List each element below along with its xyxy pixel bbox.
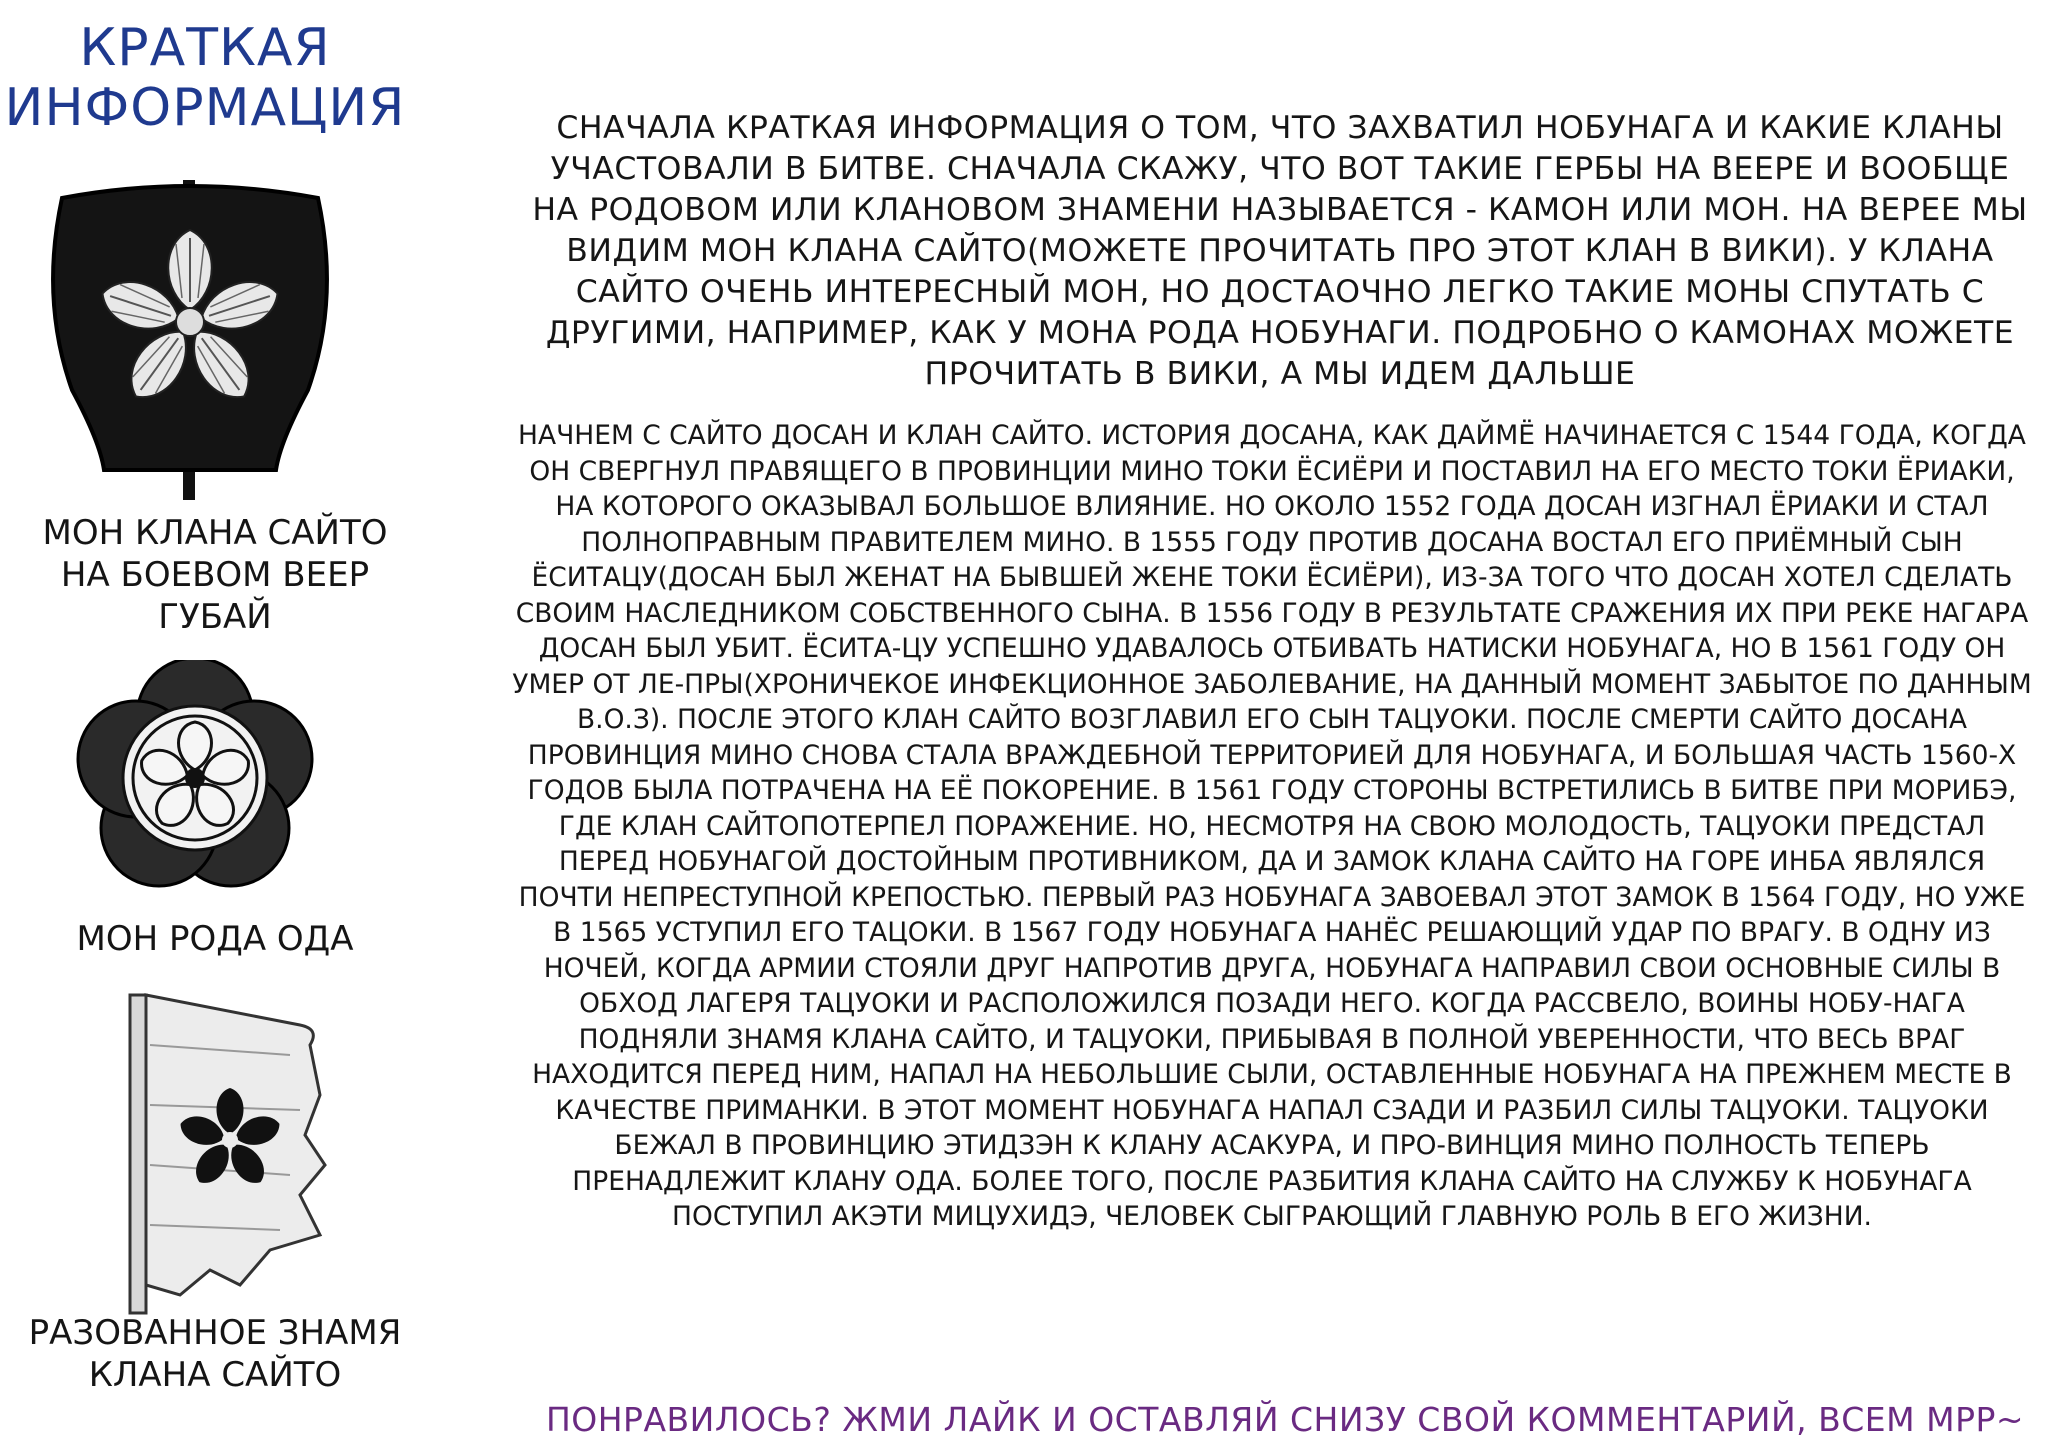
- caption-line: ГУБАЙ: [158, 597, 272, 637]
- caption-line: МОН РОДА ОДА: [76, 919, 354, 959]
- title-line-2: ИНФОРМАЦИЯ: [4, 78, 406, 138]
- footer-call-to-action: ПОНРАВИЛОСЬ? ЖМИ ЛАЙК И ОСТАВЛЯЙ СНИЗУ СВОЙ КОММЕНТАРИЙ, ВСЕМ МРР~: [545, 1400, 2025, 1439]
- history-paragraph: НАЧНЕМ С САЙТО ДОСАН И КЛАН САЙТО. ИСТОРИЯ ДОСАНА, КАК ДАЙМЁ НАЧИНАЕТСЯ С 1544 ГОДА, КОГДА ОН СВЕРГНУЛ ПРАВЯЩЕГО В ПРОВИНЦИИ МИНО ТОКИ ЁСИЁРИ И ПОСТАВИЛ НА ЕГО МЕСТО ТОКИ ЁРИАКИ, НА КОТОРОГО ОКАЗЫВАЛ БОЛЬШОЕ ВЛИЯНИЕ. НО ОКОЛО 1552 ГОДА ДОСАН ИЗГНАЛ ЁРИАКИ И СТАЛ ПОЛНОПРАВНЫМ ПРАВИТЕЛЕМ МИНО. В 1555 ГОДУ ПРОТИВ ДОСАНА ВОСТАЛ ЕГО ПРИЁМНЫЙ СЫН ЁСИТАЦУ(ДОСАН БЫЛ ЖЕНАТ НА БЫВШЕЙ ЖЕНЕ ТОКИ ЁСИЁРИ), ИЗ-ЗА ТОГО ЧТО ДОСАН ХОТЕЛ СДЕЛАТЬ СВОИМ НАСЛЕДНИКОМ СОБСТВЕННОГО СЫНА. В 1556 ГОДУ В РЕЗУЛЬТАТЕ СРАЖЕНИЯ ИХ ПРИ РЕКЕ НАГАРА ДОСАН БЫЛ УБИТ. ЁСИТА-ЦУ УСПЕШНО УДАВАЛОСЬ ОТБИВАТЬ НАТИСКИ НОБУНАГА, НО В 1561 ГОДУ ОН УМЕР ОТ ЛЕ-ПРЫ(ХРОНИЧЕКОЕ ИНФЕКЦИОННОЕ ЗАБОЛЕВАНИЕ, НА ДАННЫЙ МОМЕНТ ЗАБЫТОЕ ПО ДАННЫМ В.О.З). ПОСЛЕ ЭТОГО КЛАН САЙТО ВОЗГЛАВИЛ ЕГО СЫН ТАЦУОКИ. ПОСЛЕ СМЕРТИ САЙТО ДОСАНА ПРОВИНЦИЯ МИНО СНОВА СТАЛА ВРАЖДЕБНОЙ ТЕРРИТОРИЕЙ ДЛЯ НОБУНАГА, И БОЛЬШАЯ ЧАСТЬ 1560-Х ГОДОВ БЫЛА ПОТРАЧЕНА НА ЕЁ ПОКОРЕНИЕ. В 1561 ГОДУ СТОРОНЫ ВСТРЕТИЛИСЬ В БИТВЕ ПРИ МОРИБЭ, ГДЕ КЛАН САЙТОПОТЕРПЕЛ ПОРАЖЕНИЕ. НО, НЕСМОТРЯ НА СВОЮ МОЛОДОСТЬ, ТАЦУОКИ ПРЕДСТАЛ ПЕРЕД НОБУНАГОЙ ДОСТОЙНЫМ ПРОТИВНИКОМ, ДА И ЗАМОК КЛАНА САЙТО НА ГОРЕ ИНБА ЯВЛЯЛСЯ ПОЧТИ НЕПРЕСТУПНОЙ КРЕПОСТЬЮ. ПЕРВЫЙ РАЗ НОБУНАГА ЗАВОЕВАЛ ЭТОТ ЗАМОК В 1564 ГОДУ, НО УЖЕ В 1565 УСТУПИЛ ЕГО ТАЦОКИ. В 1567 ГОДУ НОБУНАГА НАНЁС РЕШАЮЩИЙ УДАР ПО ВРАГУ. В ОДНУ ИЗ НОЧЕЙ, КОГДА АРМИИ СТОЯЛИ ДРУГ НАПРОТИВ ДРУГА, НОБУНАГА НАПРАВИЛ СВОИ ОСНОВНЫЕ СИЛЫ В ОБХОД ЛАГЕРЯ ТАЦУОКИ И РАСПОЛОЖИЛСЯ ПОЗАДИ НЕГО. КОГДА РАССВЕЛО, ВОИНЫ НОБУ-НАГА ПОДНЯЛИ ЗНАМЯ КЛАНА САЙТО, И ТАЦУОКИ, ПРИБЫВАЯ В ПОЛНОЙ УВЕРЕННОСТИ, ЧТО ВЕСЬ ВРАГ НАХОДИТСЯ ПЕРЕД НИМ, НАПАЛ НА НЕБОЛЬШИЕ СЫЛИ, ОСТАВЛЕННЫЕ НОБУНАГА НА ПРЕЖНЕМ МЕСТЕ В КАЧЕСТВЕ ПРИМАНКИ. В ЭТОТ МОМЕНТ НОБУНАГА НАПАЛ СЗАДИ И РАЗБИЛ СИЛЫ ТАЦУОКИ. ТАЦУОКИ БЕЖАЛ В ПРОВИНЦИЮ ЭТИДЗЭН К КЛАНУ АСАКУРА, И ПРО-ВИНЦИЯ МИНО ПОЛНОСТЬ ТЕПЕРЬ ПРЕНАДЛЕЖИТ КЛАНУ ОДА. БОЛЕЕ ТОГО, ПОСЛЕ РАЗБИТИЯ КЛАНА САЙТО НА СЛУЖБУ К НОБУНАГА ПОСТУПИЛ АКЭТИ МИЦУХИДЭ, ЧЕЛОВЕК СЫГРАЮЩИЙ ГЛАВНУЮ РОЛЬ В ЕГО ЖИЗНИ.: [512, 420, 2032, 1232]
- caption-line: НА БОЕВОМ ВЕЕР: [60, 555, 370, 595]
- caption-line: КЛАНА САЙТО: [88, 1355, 342, 1395]
- sidebar: [0, 0, 440, 1456]
- caption-line: РАЗОВАННОЕ ЗНАМЯ: [28, 1313, 402, 1353]
- intro-paragraph: СНАЧАЛА КРАТКАЯ ИНФОРМАЦИЯ О ТОМ, ЧТО ЗАХВАТИЛ НОБУНАГА И КАКИЕ КЛАНЫ УЧАСТОВАЛИ В БИТВЕ. СНАЧАЛА СКАЖУ, ЧТО ВОТ ТАКИЕ ГЕРБЫ НА ВЕЕРЕ И ВООБЩЕ НА РОДОВОМ ИЛИ КЛАНОВОМ ЗНАМЕНИ НАЗЫВАЕТСЯ - КАМОН ИЛИ МОН. НА ВЕРЕЕ МЫ ВИДИМ МОН КЛАНА САЙТО(МОЖЕТЕ ПРОЧИТАТЬ ПРО ЭТОТ КЛАН В ВИКИ). У КЛАНА САЙТО ОЧЕНЬ ИНТЕРЕСНЫЙ МОН, НО ДОСТАОЧНО ЛЕГКО ТАКИЕ МОНЫ СПУТАТЬ С ДРУГИМИ, НАПРИМЕР, КАК У МОНА РОДА НОБУНАГИ. ПОДРОБНО О КАМОНАХ МОЖЕТЕ ПРОЧИТАТЬ В ВИКИ, А МЫ ИДЕМ ДАЛЬШЕ: [532, 110, 2028, 392]
- caption-oda-mon: [0, 918, 430, 960]
- torn-banner-saito-icon: [120, 985, 370, 1315]
- page-title: [0, 18, 410, 138]
- caption-line: МОН КЛАНА САЙТО: [42, 513, 388, 553]
- oda-mon-icon: [65, 660, 325, 895]
- war-fan-saito-mon-icon: [40, 180, 340, 500]
- caption-saito-fan: [0, 512, 430, 638]
- caption-torn-banner: [0, 1312, 430, 1396]
- title-line-1: КРАТКАЯ: [79, 18, 331, 78]
